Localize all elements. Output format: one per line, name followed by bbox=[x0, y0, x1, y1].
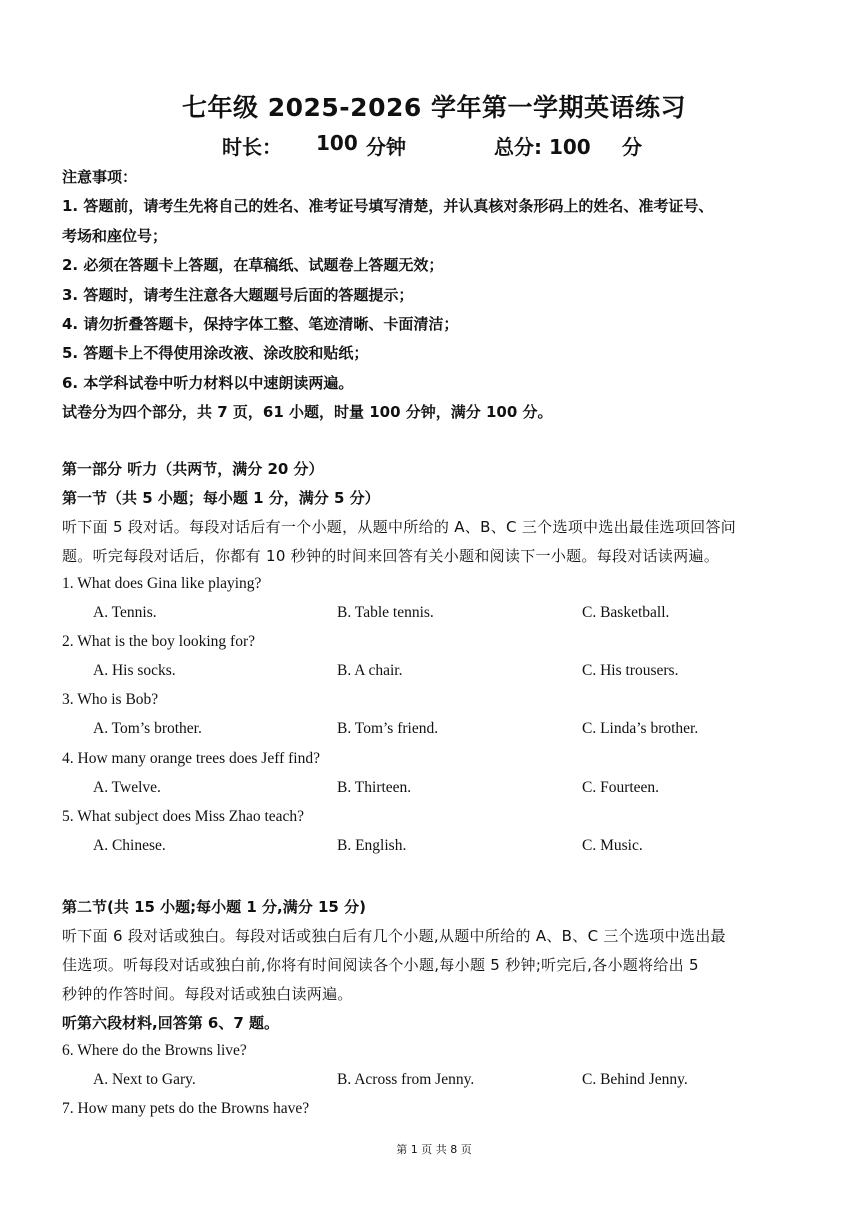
exam-summary: 试卷分为四个部分，共 7 页，61 小题，时量 100 分钟，满分 100 分。 bbox=[62, 403, 553, 421]
option-a: A. Tom’s brother. bbox=[93, 720, 202, 737]
option-b: B. Tom’s friend. bbox=[337, 720, 439, 737]
option-a: A. Tennis. bbox=[93, 604, 157, 621]
notice-heading: 注意事项： bbox=[62, 168, 138, 186]
total-score-unit: 分 bbox=[622, 135, 642, 159]
notice-item: 2. 必须在答题卡上答题，在草稿纸、试题卷上答题无效； bbox=[62, 256, 444, 274]
notice-item: 5. 答题卡上不得使用涂改液、涂改胶和贴纸； bbox=[62, 344, 369, 362]
duration-label: 时长： bbox=[222, 135, 282, 159]
option-a: A. Next to Gary. bbox=[93, 1071, 196, 1088]
question-3: 3. Who is Bob? bbox=[62, 691, 159, 708]
question-7: 7. How many pets do the Browns have? bbox=[62, 1100, 310, 1117]
option-a: A. Twelve. bbox=[93, 779, 161, 796]
page-footer: 第 1 页 共 8 页 bbox=[396, 1143, 472, 1156]
option-c: C. Behind Jenny. bbox=[582, 1071, 688, 1088]
option-b: B. Table tennis. bbox=[337, 604, 434, 621]
option-c: C. His trousers. bbox=[582, 662, 679, 679]
section2-instructions: 秒钟的作答时间。每段对话或独白读两遍。 bbox=[62, 985, 353, 1003]
notice-item: 6. 本学科试卷中听力材料以中速朗读两遍。 bbox=[62, 374, 354, 392]
exam-title: 七年级 2025-2026 学年第一学期英语练习 bbox=[182, 93, 686, 122]
duration-value: 100 bbox=[316, 131, 358, 155]
option-a: A. Chinese. bbox=[93, 837, 166, 854]
question-5: 5. What subject does Miss Zhao teach? bbox=[62, 808, 305, 825]
option-c: C. Music. bbox=[582, 837, 643, 854]
duration-unit: 分钟 bbox=[366, 135, 406, 159]
total-score-label: 总分: 100 bbox=[494, 135, 591, 159]
option-c: C. Fourteen. bbox=[582, 779, 660, 796]
notice-item: 1. 答题前，请考生先将自己的姓名、准考证号填写清楚，并认真核对条形码上的姓名、准考证号、 bbox=[62, 197, 714, 215]
option-c: C. Basketball. bbox=[582, 604, 670, 621]
section2-heading: 第二节(共 15 小题;每小题 1 分,满分 15 分) bbox=[62, 898, 366, 916]
option-c: C. Linda’s brother. bbox=[582, 720, 699, 737]
option-b: B. A chair. bbox=[337, 662, 403, 679]
section2-instructions: 听下面 6 段对话或独白。每段对话或独白后有几个小题,从题中所给的 A、B、C 三个选项中选出最 bbox=[62, 927, 726, 945]
question-2: 2. What is the boy looking for? bbox=[62, 633, 256, 650]
section2-instructions: 佳选项。听每段对话或独白前,你将有时间阅读各个小题,每小题 5 秒钟;听完后,各小题将给出 5 bbox=[62, 956, 699, 974]
section1-instructions: 题。听完每段对话后，你都有 10 秒钟的时间来回答有关小题和阅读下一小题。每段对话读两遍。 bbox=[62, 547, 720, 565]
section1-heading: 第一节（共 5 小题；每小题 1 分，满分 5 分） bbox=[62, 489, 380, 507]
notice-item: 3. 答题时，请考生注意各大题题号后面的答题提示； bbox=[62, 286, 414, 304]
option-b: B. Thirteen. bbox=[337, 779, 412, 796]
option-a: A. His socks. bbox=[93, 662, 176, 679]
material-heading: 听第六段材料,回答第 6、7 题。 bbox=[62, 1014, 280, 1032]
option-b: B. English. bbox=[337, 837, 407, 854]
question-4: 4. How many orange trees does Jeff find? bbox=[62, 750, 320, 767]
notice-item: 考场和座位号； bbox=[62, 227, 168, 245]
question-6: 6. Where do the Browns live? bbox=[62, 1042, 247, 1059]
option-b: B. Across from Jenny. bbox=[337, 1071, 475, 1088]
section1-instructions: 听下面 5 段对话。每段对话后有一个小题，从题中所给的 A、B、C 三个选项中选出最佳选项回答问 bbox=[62, 518, 737, 536]
part1-heading: 第一部分 听力（共两节，满分 20 分） bbox=[62, 460, 324, 478]
notice-item: 4. 请勿折叠答题卡，保持字体工整、笔迹清晰、卡面清洁； bbox=[62, 315, 459, 333]
question-1: 1. What does Gina like playing? bbox=[62, 575, 262, 592]
